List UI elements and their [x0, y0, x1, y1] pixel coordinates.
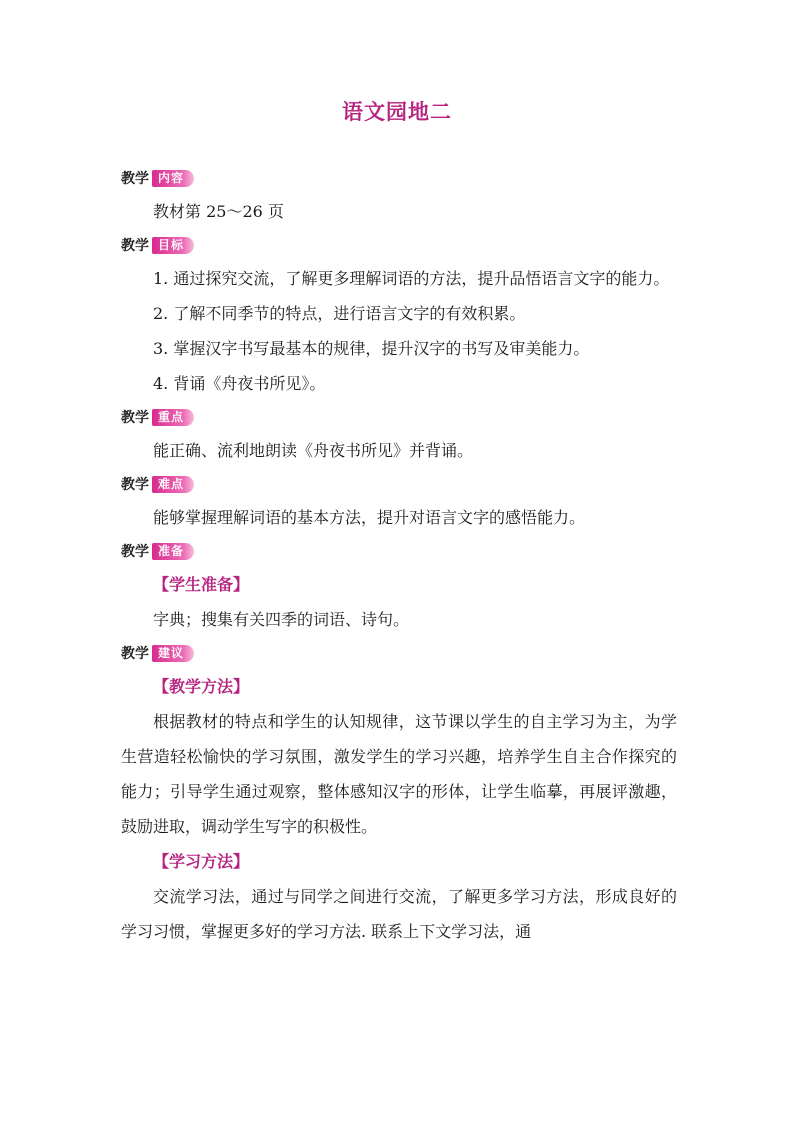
section-label-difficulty: [121, 472, 677, 496]
goal-item: 4. 背诵《舟夜书所见》。: [153, 374, 326, 393]
teaching-method-text: 根据教材的特点和学生的认知规律，这节课以学生的自主学习为主，为学生营造轻松愉快的学习氛围，激发学生的学习兴趣，培养学生自主合作探究的能力；引导学生通过观察，整体感知汉字的形体，让学生临摹，再展评激趣，鼓励进取，调动学生写字的积极性。: [121, 712, 677, 836]
section-label-tag: 准备: [152, 543, 194, 560]
section-label-key: [121, 405, 677, 429]
prep-text: 字典；搜集有关四季的词语、诗句。: [153, 610, 410, 629]
section-label-prefix: 教学: [121, 477, 149, 493]
section-label-prefix: 教学: [121, 646, 149, 662]
goal-item: 2. 了解不同季节的特点，进行语言文字的有效积累。: [153, 304, 526, 323]
difficulty-text: 能够掌握理解词语的基本方法，提升对语言文字的感悟能力。: [153, 508, 586, 527]
prep-subheading: 【学生准备】: [153, 575, 250, 594]
content-text: 教材第 25～26 页: [153, 202, 284, 221]
section-label-tag: 内容: [152, 170, 194, 187]
learning-method-text: 交流学习法，通过与同学之间进行交流，了解更多学习方法，形成良好的学习习惯，掌握更多好的学习方法. 联系上下文学习法，通: [121, 887, 677, 941]
section-label-tag: 难点: [152, 476, 194, 493]
section-label-prefix: 教学: [121, 410, 149, 426]
key-text: 能正确、流利地朗读《舟夜书所见》并背诵。: [153, 441, 474, 460]
section-label-content: [121, 166, 677, 190]
section-label-prefix: 教学: [121, 238, 149, 254]
section-label-tag: 建议: [152, 645, 194, 662]
goal-item: 3. 掌握汉字书写最基本的规律，提升汉字的书写及审美能力。: [153, 339, 590, 358]
teaching-method-subheading: 【教学方法】: [153, 677, 250, 696]
document-title: 语文园地二: [342, 100, 452, 124]
section-label-tag: 目标: [152, 237, 194, 254]
document-body: [121, 162, 677, 949]
learning-method-subheading: 【学习方法】: [153, 852, 250, 871]
section-label-prep: [121, 539, 677, 563]
section-label-tag: 重点: [152, 409, 194, 426]
section-label-prefix: 教学: [121, 171, 149, 187]
goal-item: 1. 通过探究交流，了解更多理解词语的方法，提升品悟语言文字的能力。: [153, 269, 670, 288]
section-label-prefix: 教学: [121, 544, 149, 560]
section-label-goals: [121, 233, 677, 257]
section-label-advice: [121, 641, 677, 665]
